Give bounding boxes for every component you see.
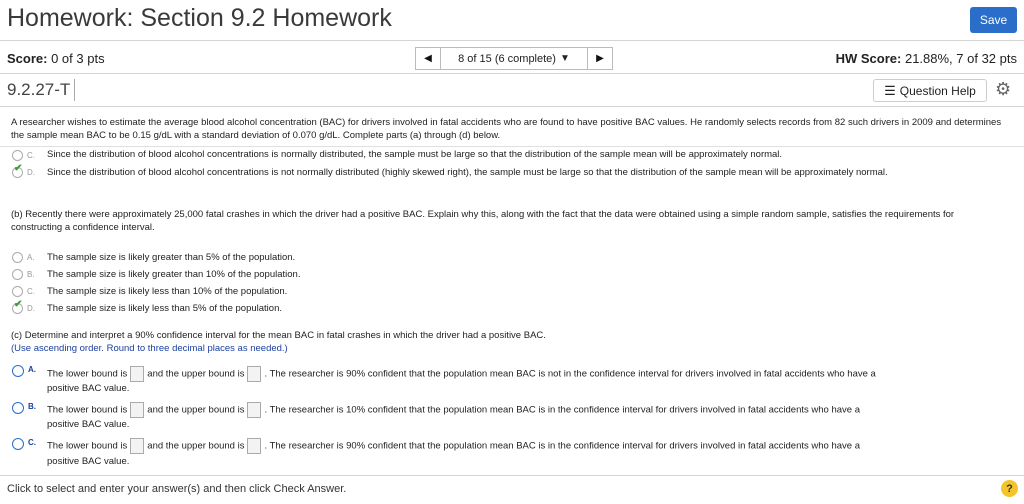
homework-title: Homework: Section 9.2 Homework bbox=[7, 4, 392, 32]
option-letter: A. bbox=[28, 365, 36, 374]
divider bbox=[0, 475, 1024, 476]
option-letter: B. bbox=[27, 270, 35, 279]
upper-bound-input[interactable] bbox=[247, 402, 261, 418]
lower-bound-label: The lower bound is bbox=[47, 440, 128, 452]
part-c-prompt: (c) Determine and interpret a 90% confidence interval for the mean BAC in fatal crashes in which the driver had a positive BAC. bbox=[11, 330, 546, 341]
interpretation-text: . The researcher is 10% confident that the population mean BAC is in the confidence interval for drivers involved in fatal accidents who have a bbox=[264, 404, 860, 416]
save-button[interactable]: Save bbox=[970, 7, 1017, 33]
option-text: The sample size is likely greater than 5% of the population. bbox=[47, 252, 296, 263]
radio-b-c[interactable] bbox=[12, 286, 23, 297]
upper-bound-input[interactable] bbox=[247, 366, 261, 382]
upper-bound-label: and the upper bound is bbox=[147, 440, 245, 452]
option-letter: C. bbox=[27, 287, 35, 296]
option-text: The sample size is likely less than 5% of the population. bbox=[47, 303, 282, 314]
score-label: Score: bbox=[7, 51, 48, 66]
option-letter: B. bbox=[28, 402, 36, 411]
divider bbox=[0, 40, 1024, 41]
option-letter: C. bbox=[28, 438, 36, 447]
option-text: Since the distribution of blood alcohol concentrations is not normally distributed (highly skewed right), the sample must be large so that the distribution of the sample mean will be approximately normal. bbox=[47, 167, 888, 178]
option-letter: D. bbox=[27, 304, 35, 313]
chevron-down-icon: ▼ bbox=[559, 53, 570, 64]
option-letter: D. bbox=[27, 168, 35, 177]
hw-score-label: HW Score: bbox=[835, 51, 902, 66]
radio-b-a[interactable] bbox=[12, 252, 23, 263]
option-letter: A. bbox=[27, 253, 35, 262]
question-navigator bbox=[415, 47, 613, 70]
option-text: The sample size is likely greater than 10% of the population. bbox=[47, 269, 301, 280]
lower-bound-label: The lower bound is bbox=[47, 368, 128, 380]
upper-bound-input[interactable] bbox=[247, 438, 261, 454]
part-c-instructions: (Use ascending order. Round to three decimal places as needed.) bbox=[11, 343, 288, 354]
option-c-a-line bbox=[47, 366, 1007, 382]
radio-c-b[interactable] bbox=[12, 402, 24, 414]
lower-bound-input[interactable] bbox=[130, 438, 144, 454]
next-question-button[interactable]: ▶ bbox=[587, 48, 612, 69]
option-c-b-line bbox=[47, 402, 1007, 418]
question-progress: 8 of 15 (6 complete) bbox=[458, 52, 556, 65]
option-letter: C. bbox=[27, 151, 35, 160]
option-c-c-line bbox=[47, 438, 1007, 454]
upper-bound-label: and the upper bound is bbox=[147, 404, 245, 416]
divider bbox=[0, 146, 1024, 147]
header bbox=[0, 0, 1024, 40]
score bbox=[7, 51, 105, 66]
radio-b-b[interactable] bbox=[12, 269, 23, 280]
divider bbox=[0, 73, 1024, 74]
checkmark-icon: ✔ bbox=[14, 299, 23, 310]
help-icon[interactable]: ? bbox=[1001, 480, 1018, 497]
question-help-label: Question Help bbox=[899, 83, 976, 98]
option-continuation: positive BAC value. bbox=[47, 383, 130, 394]
lower-bound-label: The lower bound is bbox=[47, 404, 128, 416]
checkmark-icon: ✔ bbox=[14, 163, 23, 174]
upper-bound-label: and the upper bound is bbox=[147, 368, 245, 380]
question-select[interactable] bbox=[441, 48, 587, 69]
lower-bound-input[interactable] bbox=[130, 366, 144, 382]
radio-c-c[interactable] bbox=[12, 438, 24, 450]
question-id: 9.2.27-T bbox=[7, 80, 71, 99]
previous-question-button[interactable]: ◀ bbox=[416, 48, 441, 69]
interpretation-text: . The researcher is 90% confident that the population mean BAC is in the confidence interval for drivers involved in fatal accidents who have a bbox=[264, 440, 860, 452]
part-b-prompt: (b) Recently there were approximately 25,000 fatal crashes in which the driver had a positive BAC. Explain why this, along with the fact that the data were obtained using a simple random sample, satisfies the requirements for constructing a confidence interval. bbox=[11, 209, 955, 233]
footer-instruction: Click to select and enter your answer(s) and then click Check Answer. bbox=[7, 483, 347, 495]
score-value: 0 of 3 pts bbox=[51, 51, 105, 66]
interpretation-text: . The researcher is 90% confident that the population mean BAC is not in the confidence interval for drivers involved in fatal accidents who have a bbox=[264, 368, 876, 380]
radio-a-c[interactable] bbox=[12, 150, 23, 161]
option-continuation: positive BAC value. bbox=[47, 456, 130, 467]
divider bbox=[74, 79, 75, 101]
hw-score bbox=[836, 51, 1017, 66]
option-text: Since the distribution of blood alcohol concentrations is normally distributed, the sample must be large so that the distribution of the sample mean will be approximately normal. bbox=[47, 149, 783, 160]
option-continuation: positive BAC value. bbox=[47, 419, 130, 430]
divider bbox=[0, 106, 1024, 107]
problem-intro: A researcher wishes to estimate the average blood alcohol concentration (BAC) for drivers involved in fatal accidents who are found to have positive BAC values. He randomly selects records from 82 such drivers in 2009 and determines the sample mean BAC to be 0.15 g/dL with a standard deviation of 0.070 g/dL. Complete parts (a) through (d) below. bbox=[11, 117, 1002, 141]
gear-icon[interactable]: ⚙ bbox=[995, 79, 1012, 99]
radio-c-a[interactable] bbox=[12, 365, 24, 377]
hw-score-value: 21.88%, 7 of 32 pts bbox=[904, 51, 1017, 66]
option-text: The sample size is likely less than 10% of the population. bbox=[47, 286, 288, 297]
question-help-button[interactable] bbox=[873, 79, 987, 102]
lower-bound-input[interactable] bbox=[130, 402, 144, 418]
list-icon: ☰ bbox=[884, 82, 896, 98]
